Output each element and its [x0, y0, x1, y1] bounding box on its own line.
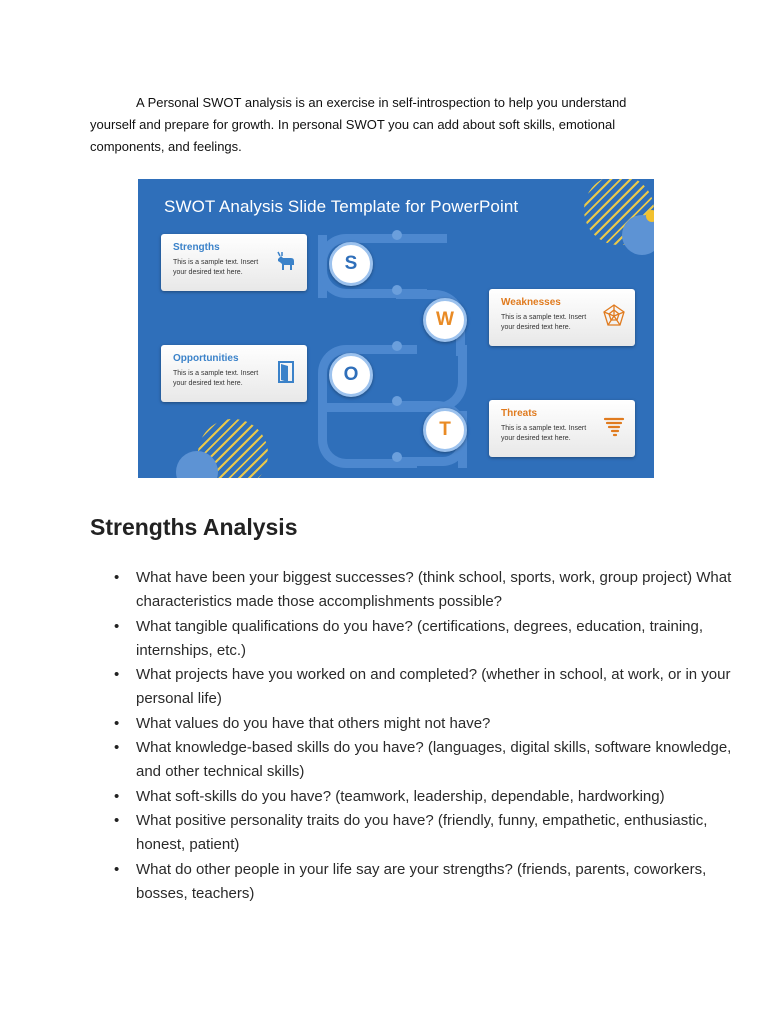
path-node — [392, 341, 402, 351]
card-threats — [489, 400, 635, 457]
list-item: • What values do you have that others might not have? — [136, 712, 736, 736]
letter-s-circle: S — [329, 242, 373, 286]
spiderweb-icon — [601, 303, 627, 329]
letter-w-circle: W — [423, 298, 467, 342]
path-node — [392, 230, 402, 240]
list-item: • What do other people in your life say are your strengths? (friends, parents, coworkers, bosses, teachers) — [136, 858, 736, 906]
card-title: Threats — [501, 408, 538, 419]
path-node — [392, 396, 402, 406]
intro-paragraph: A Personal SWOT analysis is an exercise in self-introspection to help you understand yourself and prepare for growth. In personal SWOT you can add about soft skills, emotional components, and feelings. — [90, 95, 627, 154]
card-title: Strengths — [173, 242, 220, 253]
slide-title: SWOT Analysis Slide Template for PowerPoint — [164, 197, 519, 216]
list-item: • What have been your biggest successes? (think school, sports, work, group project) What characteristics made those accomplishments possible? — [136, 566, 736, 614]
letter-t-circle: T — [423, 408, 467, 452]
list-item: • What positive personality traits do you have? (friendly, funny, empathetic, enthusiastic, honest, patient) — [136, 809, 736, 857]
path-node — [392, 285, 402, 295]
tornado-icon — [601, 414, 627, 440]
card-title: Weaknesses — [501, 297, 561, 308]
card-text: This is a sample text. Insert your desired text here. — [501, 314, 587, 331]
swot-slide-image — [138, 179, 654, 478]
letter-o-circle: O — [329, 353, 373, 397]
card-text: This is a sample text. Insert your desired text here. — [173, 259, 259, 276]
list-item: • What tangible qualifications do you have? (certifications, degrees, education, training, internships, etc.) — [136, 615, 736, 663]
card-text: This is a sample text. Insert your desired text here. — [501, 425, 587, 442]
open-door-icon — [273, 359, 299, 385]
list-item: • What knowledge-based skills do you have? (languages, digital skills, software knowledge, and other technical skills) — [136, 736, 736, 784]
deco-yellow-dot — [646, 210, 654, 222]
card-text: This is a sample text. Insert your desired text here. — [173, 370, 259, 387]
section-heading: Strengths Analysis — [90, 514, 298, 540]
card-opportunities — [161, 345, 307, 402]
card-strengths — [161, 234, 307, 291]
path-node — [392, 452, 402, 462]
goat-icon — [273, 248, 299, 274]
card-weaknesses — [489, 289, 635, 346]
list-item: • What projects have you worked on and completed? (whether in school, at work, or in your personal life) — [136, 663, 736, 711]
strengths-question-list — [90, 566, 736, 906]
list-item: • What soft-skills do you have? (teamwork, leadership, dependable, hardworking) — [136, 785, 736, 809]
card-title: Opportunities — [173, 353, 239, 364]
